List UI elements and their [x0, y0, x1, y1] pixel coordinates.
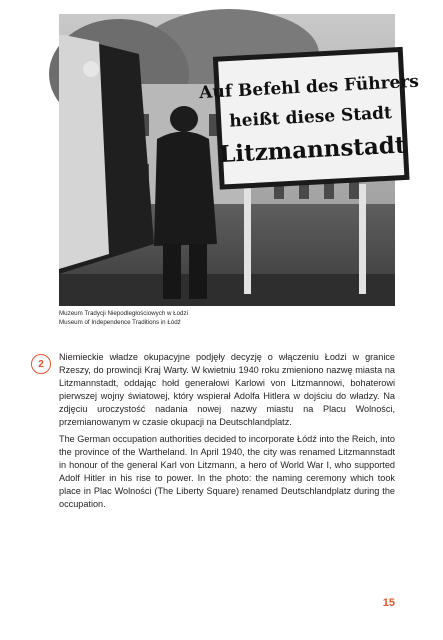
caption-polish: Muzeum Tradycji Niepodległościowych w Łodzi [59, 310, 188, 317]
page-number: 15 [382, 597, 395, 609]
paragraph-english: The German occupation authorities decided to incorporate Łódź into the Reich, into the province of the Wartheland. In April 1940, the city was renamed Litzmannstadt in honour of the general Karl von Litzmann, a hero of World War I, who supported Adolf Hitler in his rise to power. In the photo: the naming ceremony which took place in Plac Wolności (The Liberty Square) renamed Deutschlandplatz during the occupation. [59, 434, 395, 509]
photo-caption [59, 310, 395, 327]
paragraph-polish: Niemieckie władze okupacyjne podjęły decyzję o włączeniu Łodzi w granice Rzeszy, do prowincji Kraj Warty. W kwietniu 1940 roku zmieniono nazwę miasta na Litzmannstadt, oddając hołd generałowi Karlowi von Litzmannowi, bohaterowi pierwszej wojny światowej, który wspierał Adolfa Hitlera w dojściu do władzy. Na zdjęciu uroczystość nadania nowej nazwy miastu na Placu Wolności, przemianowanym w czasie okupacji na Deutschlandplatz. [59, 352, 395, 427]
section-number-badge: 2 [31, 354, 51, 374]
historical-photo [59, 14, 420, 306]
sign-line-1: Auf Befehl des Führers [198, 71, 420, 104]
caption-english: Museum of Independence Traditions in Łódź [59, 318, 181, 326]
sign-line-2: heißt diese Stadt [228, 103, 393, 132]
sign-line-3: Litzmannstadt [218, 131, 407, 169]
